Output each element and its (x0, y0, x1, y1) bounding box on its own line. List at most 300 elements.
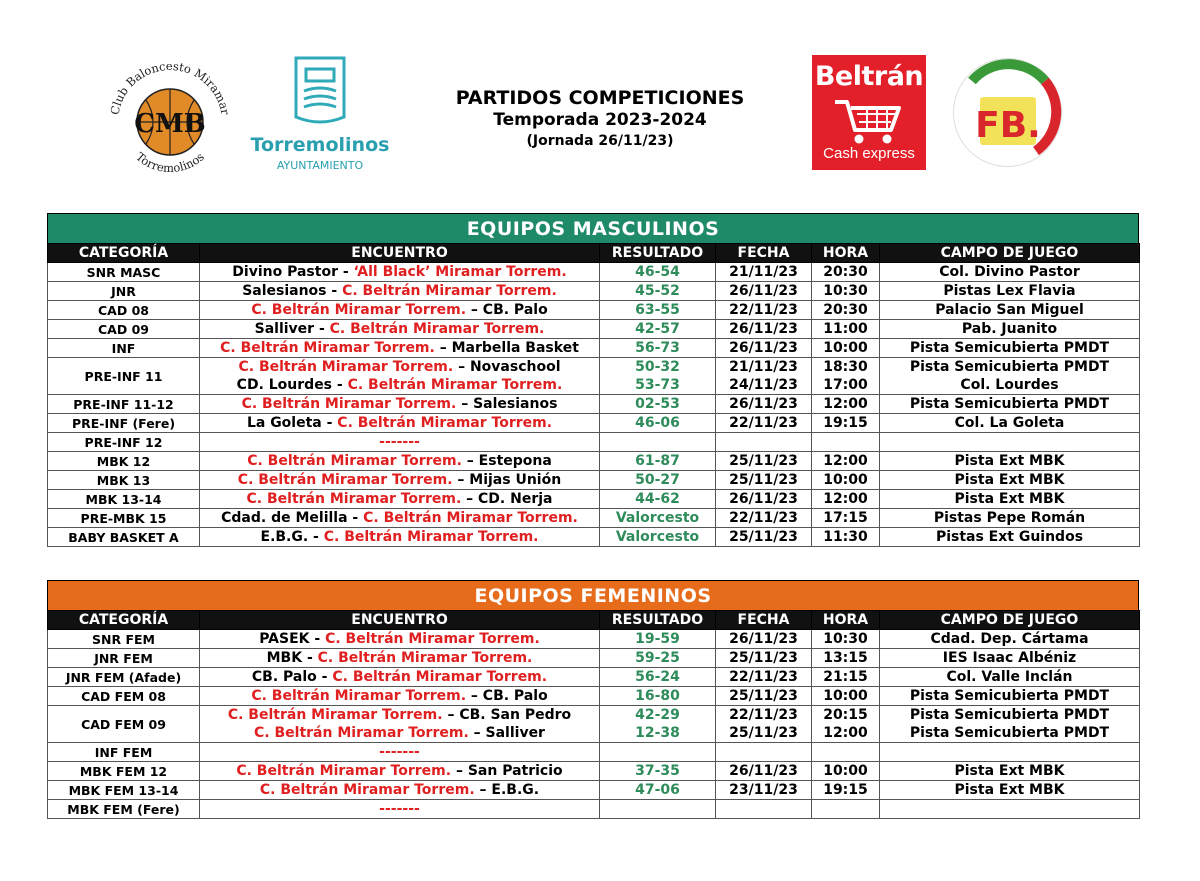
cell-fecha (716, 433, 812, 452)
club-team-name: C. Beltrán Miramar Torrem. (337, 415, 553, 431)
section-title-femeninos: EQUIPOS FEMENINOS (47, 580, 1139, 610)
cell-fecha (716, 395, 812, 414)
date-value: 25/11/23 (729, 688, 798, 704)
venue-value: Pista Ext MBK (954, 763, 1065, 779)
match-line (202, 762, 597, 780)
cell-resultado (600, 528, 716, 547)
table-row (48, 452, 1140, 471)
time-value: 12:00 (823, 725, 868, 741)
cell-fecha (716, 630, 812, 649)
result-value: 50-32 (635, 359, 680, 375)
cell-encuentro (200, 263, 600, 282)
club-team-name: C. Beltrán Miramar Torrem. (325, 631, 540, 647)
match-line (202, 649, 597, 667)
section-masculinos (47, 213, 1139, 547)
section-title-masculinos: EQUIPOS MASCULINOS (47, 213, 1139, 243)
venue-value: Pistas Pepe Román (933, 510, 1086, 526)
cell-encuentro (200, 301, 600, 320)
opponent-name: Cdad. de Melilla - (221, 510, 364, 526)
table-row (48, 320, 1140, 339)
cell-campo (880, 668, 1140, 687)
cell-categoria: MBK FEM (Fere) (48, 800, 200, 819)
time-value: 20:30 (823, 302, 868, 318)
result-value: 16-80 (635, 688, 680, 704)
cell-fecha (716, 490, 812, 509)
result-value (602, 743, 713, 761)
time-value: 10:00 (823, 472, 868, 488)
opponent-name: – E.B.G. (474, 782, 540, 798)
cell-categoria: CAD FEM 08 (48, 687, 200, 706)
cell-resultado (600, 433, 716, 452)
cell-categoria: PRE-INF (Fere) (48, 414, 200, 433)
cell-fecha (716, 706, 812, 743)
cell-resultado (600, 452, 716, 471)
cell-encuentro (200, 395, 600, 414)
table-row (48, 282, 1140, 301)
cell-campo (880, 282, 1140, 301)
cell-hora (812, 706, 880, 743)
cell-categoria: INF FEM (48, 743, 200, 762)
club-team-name: C. Beltrán Miramar Torrem. (241, 396, 457, 412)
col-fecha: FECHA (716, 611, 812, 630)
cell-resultado (600, 395, 716, 414)
opponent-name: CD. Lourdes - (236, 377, 348, 393)
title-season: Temporada 2023-2024 (493, 110, 707, 130)
cell-encuentro (200, 471, 600, 490)
date-value (718, 800, 809, 818)
match-line (202, 452, 597, 470)
cell-fecha (716, 668, 812, 687)
opponent-name: La Goleta - (246, 415, 338, 431)
venue-value: Pista Ext MBK (954, 782, 1065, 798)
cell-hora (812, 452, 880, 471)
table-row (48, 358, 1140, 395)
cell-encuentro (200, 706, 600, 743)
cell-fecha (716, 263, 812, 282)
venue-value: Col. La Goleta (954, 415, 1065, 431)
cell-hora (812, 668, 880, 687)
cell-categoria: JNR FEM (Afade) (48, 668, 200, 687)
cell-resultado (600, 339, 716, 358)
time-value: 20:15 (823, 707, 868, 723)
date-value: 23/11/23 (729, 782, 798, 798)
cell-encuentro (200, 282, 600, 301)
opponent-name: – CB. Palo (466, 688, 548, 704)
time-value: 12:00 (823, 396, 868, 412)
date-value: 25/11/23 (729, 725, 798, 741)
table-row (48, 301, 1140, 320)
cell-encuentro (200, 528, 600, 547)
opponent-name: – Estepona (461, 453, 552, 469)
cell-hora (812, 528, 880, 547)
date-value: 22/11/23 (729, 302, 798, 318)
venue-value: Pista Ext MBK (954, 491, 1065, 507)
cell-encuentro (200, 414, 600, 433)
cell-hora (812, 339, 880, 358)
time-value: 18:30 (823, 359, 868, 375)
table-row (48, 414, 1140, 433)
date-value: 26/11/23 (729, 491, 798, 507)
cell-categoria: INF (48, 339, 200, 358)
match-line (202, 668, 597, 686)
opponent-name: – Mijas Unión (452, 472, 562, 488)
cell-hora (812, 301, 880, 320)
cell-campo (880, 395, 1140, 414)
date-value: 26/11/23 (729, 340, 798, 356)
col-fecha: FECHA (716, 244, 812, 263)
result-value: 12-38 (635, 725, 680, 741)
cell-categoria: SNR MASC (48, 263, 200, 282)
match-line (202, 800, 597, 818)
date-value (718, 743, 809, 761)
club-team-name: C. Beltrán Miramar Torrem. (329, 321, 545, 337)
cell-hora (812, 395, 880, 414)
result-value: 53-73 (635, 377, 680, 393)
result-value: 56-73 (635, 340, 680, 356)
date-value: 26/11/23 (729, 321, 798, 337)
sponsor2-logo (950, 55, 1065, 170)
date-value: 21/11/23 (729, 359, 798, 375)
opponent-name: – CB. Palo (466, 302, 548, 318)
table-row (48, 743, 1140, 762)
club-logo-text-top: Club Baloncesto Miramar (107, 58, 233, 116)
time-value: 20:30 (823, 264, 868, 280)
match-line (202, 320, 597, 338)
club-team-name: C. Beltrán Miramar Torrem. (323, 529, 539, 545)
match-line (202, 724, 597, 742)
cell-resultado (600, 649, 716, 668)
cell-hora (812, 762, 880, 781)
col-campo: CAMPO DE JUEGO (880, 244, 1140, 263)
club-team-name: C. Beltrán Miramar Torrem. (251, 302, 467, 318)
time-value: 19:15 (823, 415, 868, 431)
cell-hora (812, 282, 880, 301)
date-value: 22/11/23 (729, 669, 798, 685)
cell-encuentro (200, 649, 600, 668)
cell-campo (880, 762, 1140, 781)
cell-campo (880, 509, 1140, 528)
cell-resultado (600, 301, 716, 320)
cell-resultado (600, 320, 716, 339)
result-value: 02-53 (635, 396, 680, 412)
cell-encuentro (200, 762, 600, 781)
town-logo (250, 55, 390, 180)
cell-categoria: PRE-INF 11-12 (48, 395, 200, 414)
col-encuentro: ENCUENTRO (200, 244, 600, 263)
result-value: 44-62 (635, 491, 680, 507)
venue-value: Pista Ext MBK (954, 472, 1065, 488)
tower-icon (296, 58, 344, 122)
date-value: 25/11/23 (729, 472, 798, 488)
date-value (718, 433, 809, 451)
cell-resultado (600, 743, 716, 762)
opponent-name: MBK - (266, 650, 318, 666)
cell-hora (812, 800, 880, 819)
cell-categoria: SNR FEM (48, 630, 200, 649)
cell-categoria: CAD 09 (48, 320, 200, 339)
cell-hora (812, 433, 880, 452)
cell-fecha (716, 358, 812, 395)
cell-hora (812, 320, 880, 339)
cell-hora (812, 490, 880, 509)
club-team-name: ‘All Black’ Miramar Torrem. (353, 264, 567, 280)
result-value: 56-24 (635, 669, 680, 685)
cell-fecha (716, 471, 812, 490)
match-line (202, 630, 597, 648)
cell-campo (880, 471, 1140, 490)
venue-value: Col. Divino Pastor (939, 264, 1080, 280)
cell-fecha (716, 414, 812, 433)
venue-value: Cdad. Dep. Cártama (930, 631, 1089, 647)
date-value: 25/11/23 (729, 529, 798, 545)
cell-resultado (600, 358, 716, 395)
club-monogram: CMB (134, 109, 206, 139)
cell-hora (812, 471, 880, 490)
venue-value: Pista Semicubierta PMDT (909, 340, 1110, 356)
venue-value: Pista Semicubierta PMDT (909, 688, 1110, 704)
cell-campo (880, 339, 1140, 358)
table-row (48, 668, 1140, 687)
date-value: 21/11/23 (729, 264, 798, 280)
cell-campo (880, 263, 1140, 282)
cell-fecha (716, 339, 812, 358)
cell-encuentro (200, 320, 600, 339)
match-line (202, 263, 597, 281)
club-team-name: C. Beltrán Miramar Torrem. (227, 707, 443, 723)
venue-value (882, 433, 1137, 451)
result-value: 42-29 (635, 707, 680, 723)
cell-hora (812, 649, 880, 668)
date-value: 24/11/23 (729, 377, 798, 393)
match-line (202, 433, 597, 451)
cell-encuentro (200, 490, 600, 509)
time-value: 21:15 (823, 669, 868, 685)
table-row (48, 781, 1140, 800)
table-row (48, 762, 1140, 781)
cell-resultado (600, 282, 716, 301)
date-value: 25/11/23 (729, 650, 798, 666)
venue-value: Pistas Ext Guindos (935, 529, 1084, 545)
col-resultado: RESULTADO (600, 244, 716, 263)
opponent-name: – CB. San Pedro (442, 707, 572, 723)
table-header-row (48, 244, 1140, 263)
cell-campo (880, 649, 1140, 668)
table-femeninos (47, 610, 1140, 819)
table-row (48, 706, 1140, 743)
result-value: 61-87 (635, 453, 680, 469)
club-team-name: C. Beltrán Miramar Torrem. (259, 782, 475, 798)
cell-hora (812, 743, 880, 762)
date-value: 26/11/23 (729, 763, 798, 779)
cell-encuentro (200, 781, 600, 800)
table-row (48, 800, 1140, 819)
cell-fecha (716, 687, 812, 706)
match-line (202, 687, 597, 705)
cell-resultado (600, 687, 716, 706)
time-value: 17:00 (823, 377, 868, 393)
cell-campo (880, 490, 1140, 509)
cell-resultado (600, 490, 716, 509)
club-team-name: C. Beltrán Miramar Torrem. (236, 763, 452, 779)
cell-fecha (716, 282, 812, 301)
time-value (814, 433, 877, 451)
time-value (814, 743, 877, 761)
result-value: 63-55 (635, 302, 680, 318)
club-team-name: C. Beltrán Miramar Torrem. (342, 283, 557, 299)
cell-categoria: CAD FEM 09 (48, 706, 200, 743)
match-line (202, 781, 597, 799)
match-line (202, 490, 597, 508)
cell-hora (812, 630, 880, 649)
cell-categoria: MBK FEM 13-14 (48, 781, 200, 800)
cell-campo (880, 528, 1140, 547)
match-line (202, 301, 597, 319)
sponsor2-letters: FB. (975, 105, 1041, 146)
opponent-name: PASEK - (259, 631, 326, 647)
cell-campo (880, 358, 1140, 395)
club-logo (100, 50, 240, 190)
venue-value: Pista Semicubierta PMDT (909, 707, 1110, 723)
match-line (202, 706, 597, 724)
cell-categoria: MBK FEM 12 (48, 762, 200, 781)
cell-categoria: PRE-INF 12 (48, 433, 200, 452)
table-row (48, 509, 1140, 528)
col-categoria: CATEGORÍA (48, 611, 200, 630)
cell-encuentro (200, 743, 600, 762)
opponent-name: E.B.G. - (260, 529, 324, 545)
time-value: 10:30 (823, 283, 868, 299)
match-line (202, 471, 597, 489)
venue-value (882, 743, 1137, 761)
venue-value: Pistas Lex Flavia (943, 283, 1076, 299)
venue-value (882, 800, 1137, 818)
cell-categoria: JNR (48, 282, 200, 301)
col-campo: CAMPO DE JUEGO (880, 611, 1140, 630)
match-line (202, 743, 597, 761)
page-header (0, 0, 1200, 200)
table-row (48, 263, 1140, 282)
result-value: 37-35 (635, 763, 680, 779)
match-line (202, 339, 597, 357)
date-value: 22/11/23 (729, 510, 798, 526)
venue-value: Pab. Juanito (961, 321, 1058, 337)
cell-fecha (716, 509, 812, 528)
cell-fecha (716, 649, 812, 668)
club-team-name: ------- (379, 801, 420, 817)
cell-resultado (600, 509, 716, 528)
table-row (48, 433, 1140, 452)
col-hora: HORA (812, 244, 880, 263)
result-value: 45-52 (635, 283, 680, 299)
cell-campo (880, 687, 1140, 706)
cell-campo (880, 320, 1140, 339)
date-value: 22/11/23 (729, 415, 798, 431)
result-value: 46-54 (635, 264, 680, 280)
venue-value: Palacio San Miguel (935, 302, 1084, 318)
cell-fecha (716, 301, 812, 320)
result-value: 59-25 (635, 650, 680, 666)
cell-campo (880, 706, 1140, 743)
cell-campo (880, 781, 1140, 800)
cell-fecha (716, 762, 812, 781)
time-value: 17:15 (823, 510, 868, 526)
cell-hora (812, 263, 880, 282)
cell-categoria: CAD 08 (48, 301, 200, 320)
club-team-name: C. Beltrán Miramar Torrem. (237, 472, 453, 488)
cell-campo (880, 433, 1140, 452)
cell-resultado (600, 263, 716, 282)
club-team-name: ------- (379, 434, 420, 450)
match-line (202, 414, 597, 432)
venue-value: Pista Semicubierta PMDT (909, 359, 1110, 375)
cell-categoria: MBK 13-14 (48, 490, 200, 509)
result-value (602, 433, 713, 451)
match-line (202, 395, 597, 413)
cell-categoria: JNR FEM (48, 649, 200, 668)
table-row (48, 528, 1140, 547)
cell-categoria: PRE-INF 11 (48, 358, 200, 395)
time-value: 12:00 (823, 453, 868, 469)
cell-campo (880, 301, 1140, 320)
club-team-name: C. Beltrán Miramar Torrem. (254, 725, 469, 741)
opponent-name: Divino Pastor - (232, 264, 354, 280)
title-main: PARTIDOS COMPETICIONES (455, 87, 745, 109)
time-value: 13:15 (823, 650, 868, 666)
cell-fecha (716, 452, 812, 471)
col-hora: HORA (812, 611, 880, 630)
cell-categoria: MBK 12 (48, 452, 200, 471)
result-value: 47-06 (635, 782, 680, 798)
cell-fecha (716, 320, 812, 339)
club-logo-text-bottom: Torremolinos (133, 149, 207, 176)
cell-resultado (600, 471, 716, 490)
club-team-name: C. Beltrán Miramar Torrem. (220, 340, 435, 356)
cell-resultado (600, 781, 716, 800)
time-value: 10:00 (823, 763, 868, 779)
cell-encuentro (200, 800, 600, 819)
table-row (48, 339, 1140, 358)
cell-hora (812, 414, 880, 433)
col-categoria: CATEGORÍA (48, 244, 200, 263)
time-value (814, 800, 877, 818)
table-row (48, 471, 1140, 490)
cell-campo (880, 800, 1140, 819)
opponent-name: – San Patricio (451, 763, 563, 779)
opponent-name: – Salesianos (456, 396, 558, 412)
cell-resultado (600, 706, 716, 743)
venue-value: Pista Semicubierta PMDT (909, 396, 1110, 412)
table-header-row (48, 611, 1140, 630)
venue-value: Pista Ext MBK (954, 453, 1065, 469)
table-masculinos (47, 243, 1140, 547)
cell-encuentro (200, 687, 600, 706)
venue-value: Col. Valle Inclán (946, 669, 1073, 685)
table-row (48, 649, 1140, 668)
result-value: Valorcesto (615, 529, 700, 545)
cell-resultado (600, 668, 716, 687)
result-value: Valorcesto (615, 510, 700, 526)
time-value: 12:00 (823, 491, 868, 507)
cell-resultado (600, 762, 716, 781)
cell-encuentro (200, 668, 600, 687)
date-value: 26/11/23 (729, 283, 798, 299)
opponent-name: – Salliver (468, 725, 545, 741)
time-value: 11:30 (823, 529, 868, 545)
opponent-name: Salesianos - (242, 283, 343, 299)
result-value: 46-06 (635, 415, 680, 431)
match-line (202, 358, 597, 376)
club-team-name: C. Beltrán Miramar Torrem. (317, 650, 533, 666)
